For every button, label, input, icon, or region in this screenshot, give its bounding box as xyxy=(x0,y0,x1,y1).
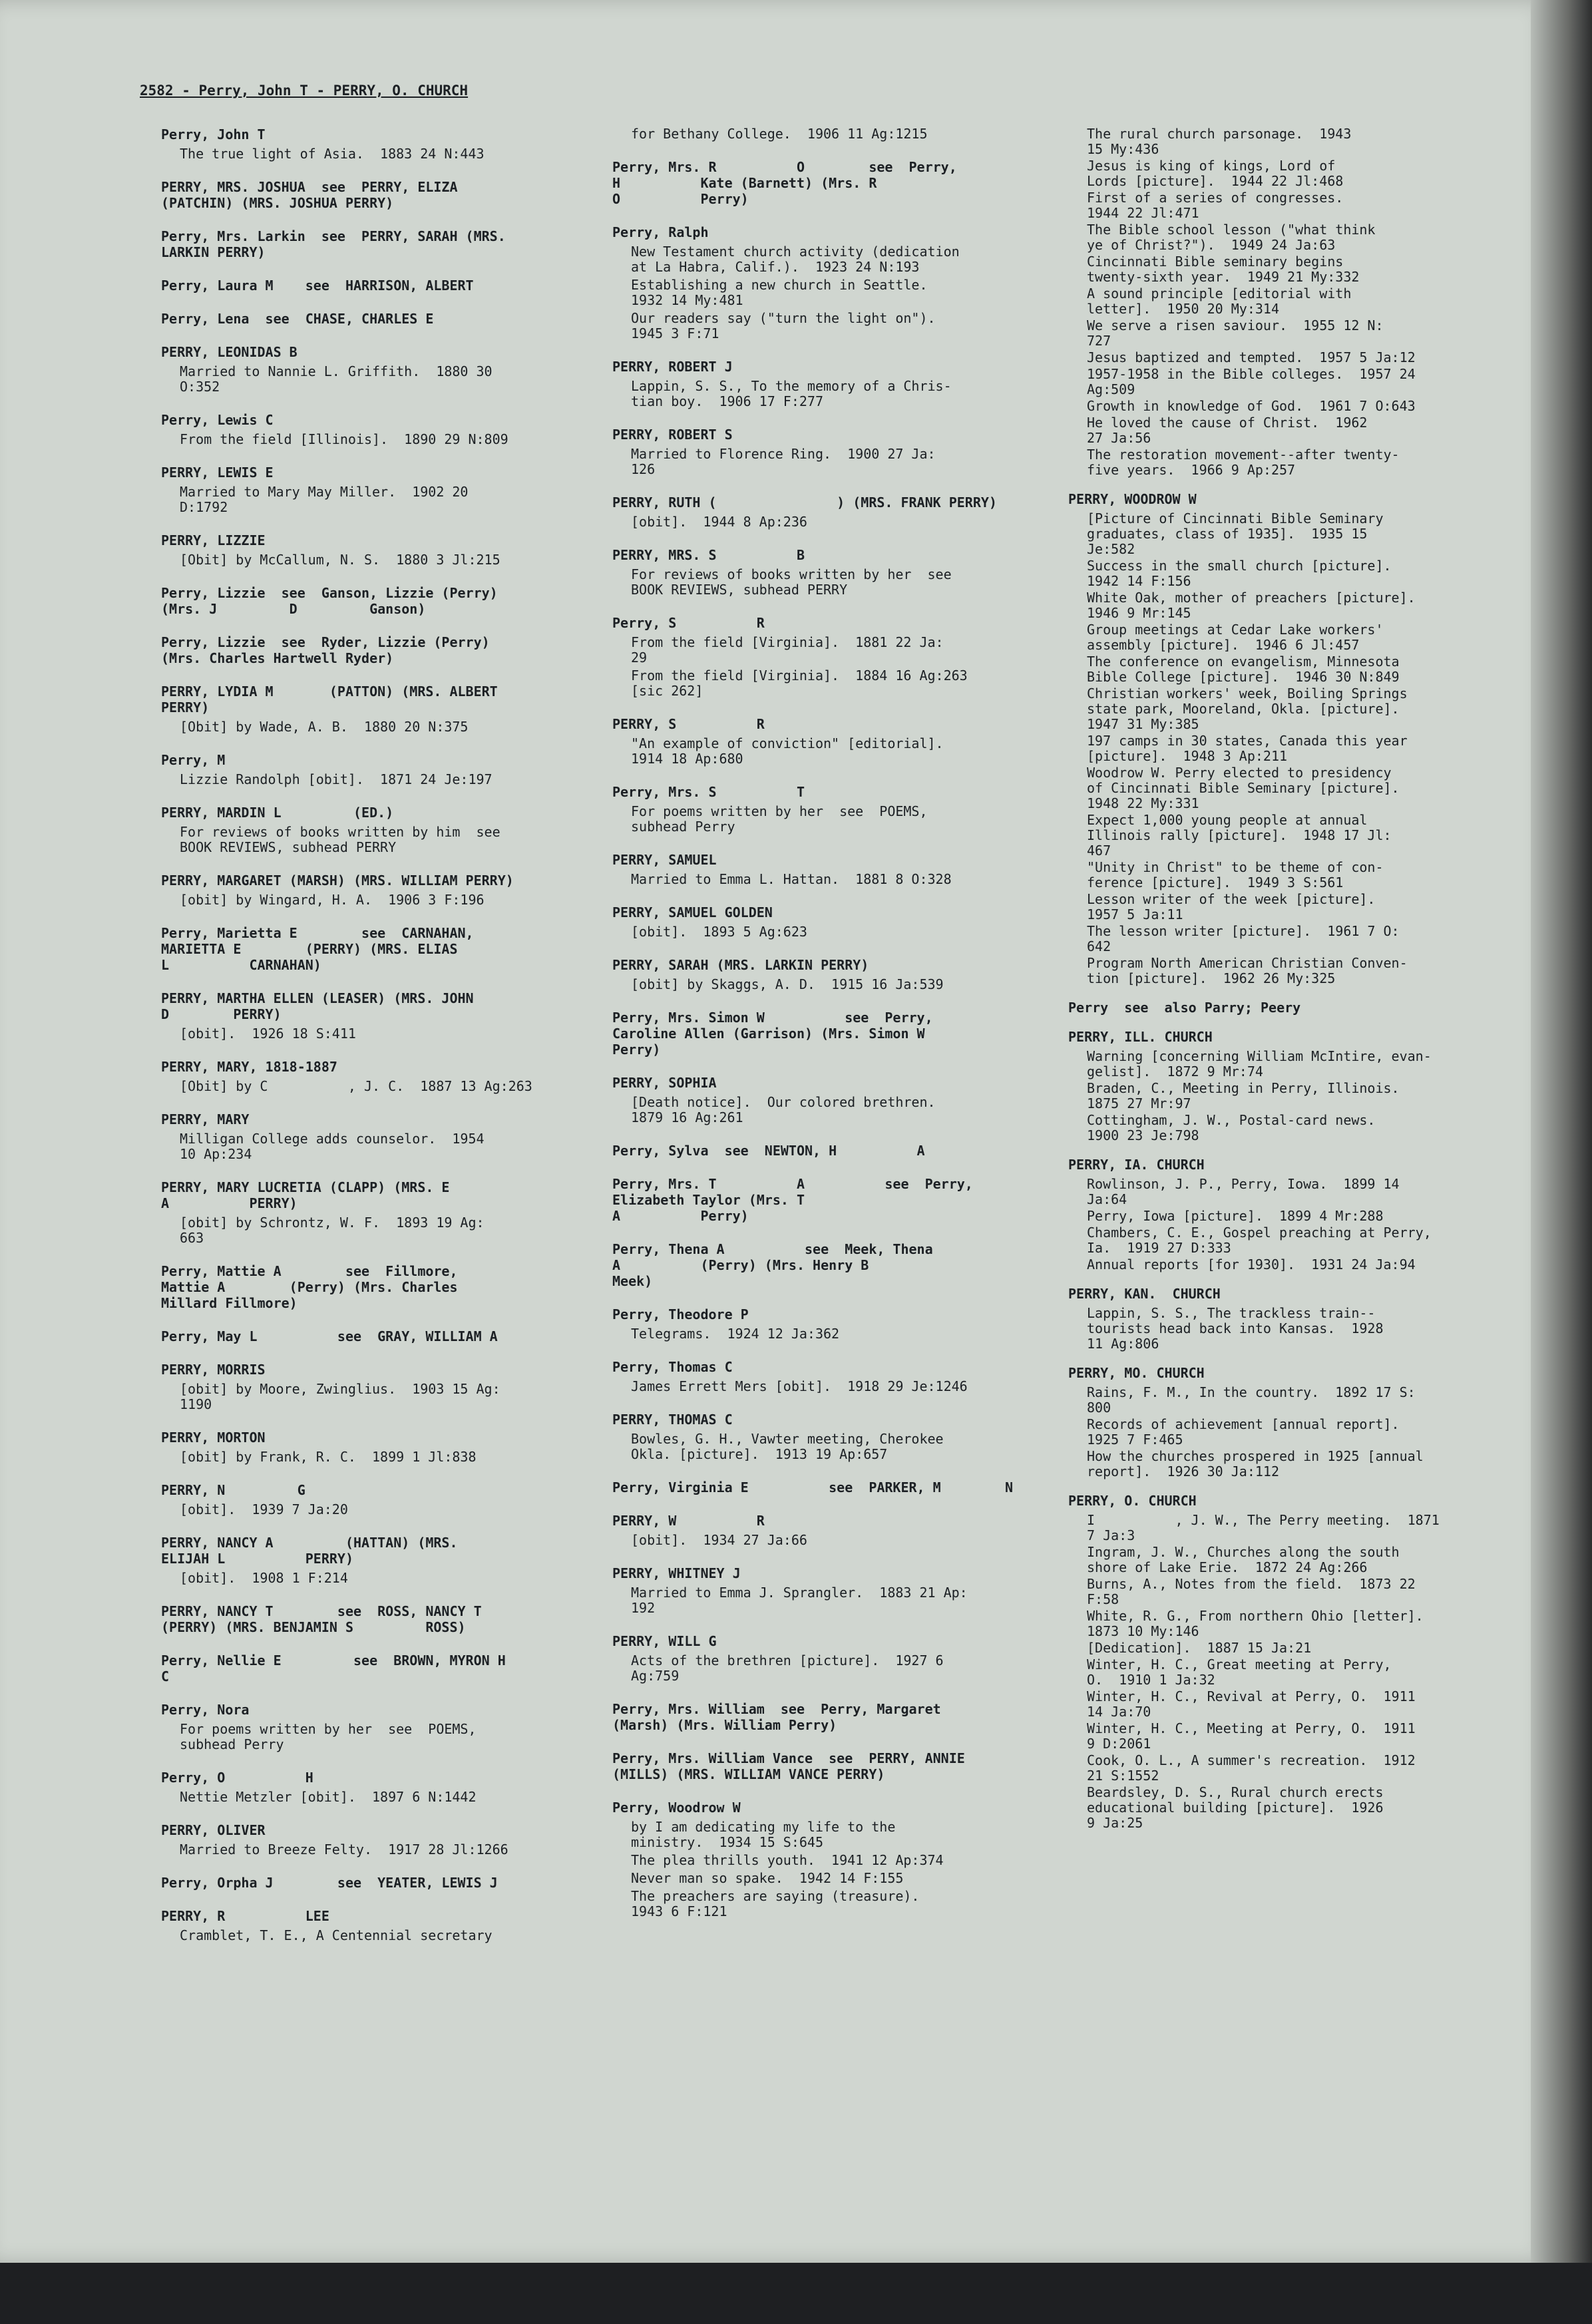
entry-heading: PERRY, LYDIA M (PATTON) (MRS. ALBERT PERRY) xyxy=(161,683,498,715)
entry-heading: PERRY, RUTH ( ) (MRS. FRANK PERRY) xyxy=(612,494,997,510)
index-entry xyxy=(612,1701,1038,1733)
index-entry xyxy=(161,1111,587,1162)
index-entry xyxy=(1068,1029,1521,1143)
entry-citation: Winter, H. C., Revival at Perry, O. 1911 14 Ja:70 xyxy=(1087,1688,1416,1720)
entry-heading: PERRY, SARAH (MRS. LARKIN PERRY) xyxy=(612,957,869,973)
entry-citation: Cottingham, J. W., Postal-card news. 1900 23 Je:798 xyxy=(1087,1112,1376,1143)
entry-citation: First of a series of congresses. 1944 22 Jl:471 xyxy=(1087,190,1344,221)
entry-citation: "An example of conviction" [editorial]. 1914 18 Ap:680 xyxy=(631,735,944,767)
index-entry xyxy=(612,1479,1038,1495)
index-entry xyxy=(1068,1365,1521,1479)
entry-citation: The lesson writer [picture]. 1961 7 O: 642 xyxy=(1087,923,1400,954)
entry-citation: Jesus baptized and tempted. 1957 5 Ja:12 xyxy=(1087,349,1416,365)
index-entry xyxy=(612,1306,1038,1342)
entry-heading: PERRY, LEONIDAS B xyxy=(161,344,298,360)
column-2 xyxy=(612,126,1038,1937)
index-entry xyxy=(612,1565,1038,1616)
entry-citation: Success in the small church [picture]. 1942 14 F:156 xyxy=(1087,558,1392,589)
entry-heading: Perry, Mrs. Larkin see PERRY, SARAH (MRS. LARKIN PERRY) xyxy=(161,228,506,260)
entry-heading: Perry, Nellie E see BROWN, MYRON H C xyxy=(161,1652,506,1684)
entry-citation: Married to Florence Ring. 1900 27 Ja: 126 xyxy=(631,446,936,477)
entry-citation: New Testament church activity (dedication at La Habra, Calif.). 1923 24 N:193 xyxy=(631,244,960,275)
entry-citation: Milligan College adds counselor. 1954 10 Ap:234 xyxy=(180,1131,485,1162)
entry-citation: [Picture of Cincinnati Bible Seminary graduates, class of 1935]. 1935 15 Je:582 xyxy=(1087,510,1384,557)
entry-heading: PERRY, WHITNEY J xyxy=(612,1565,741,1581)
entry-heading: Perry, S R xyxy=(612,615,765,631)
entry-heading: PERRY, IA. CHURCH xyxy=(1068,1157,1205,1173)
index-entry xyxy=(612,224,1038,341)
index-entry xyxy=(612,547,1038,598)
entry-citation: "Unity in Christ" to be theme of con- ference [picture]. 1949 3 S:561 xyxy=(1087,859,1384,890)
entry-heading: PERRY, MORRIS xyxy=(161,1362,266,1378)
entry-citation: Braden, C., Meeting in Perry, Illinois. 1875 27 Mr:97 xyxy=(1087,1080,1400,1111)
index-entry xyxy=(612,1412,1038,1462)
entry-heading: PERRY, S R xyxy=(612,716,765,732)
entry-citation: For poems written by her see POEMS, subhead Perry xyxy=(180,1721,477,1752)
entry-citation: Winter, H. C., Meeting at Perry, O. 1911 9 D:2061 xyxy=(1087,1720,1416,1752)
entry-citation: Cincinnati Bible seminary begins twenty-sixth year. 1949 21 My:332 xyxy=(1087,254,1360,285)
entry-citation: Burns, A., Notes from the field. 1873 22 F:58 xyxy=(1087,1576,1416,1607)
column-1 xyxy=(161,126,587,1961)
index-entry xyxy=(161,805,587,855)
entry-heading: Perry, Woodrow W xyxy=(612,1800,741,1816)
index-entry xyxy=(612,126,1038,142)
entry-citation: How the churches prospered in 1925 [annual report]. 1926 30 Ja:112 xyxy=(1087,1448,1424,1479)
entry-citation: For reviews of books written by him see BOOK REVIEWS, subhead PERRY xyxy=(180,824,500,855)
entry-heading: PERRY, MARY LUCRETIA (CLAPP) (MRS. E A PERRY) xyxy=(161,1179,450,1211)
index-entry xyxy=(161,465,587,515)
entry-citation: [Obit] by McCallum, N. S. 1880 3 Jl:215 xyxy=(180,552,500,568)
book-binding-edge xyxy=(1531,0,1592,2263)
entry-heading: Perry, Mrs. William Vance see PERRY, ANNIE (MILLS) (MRS. WILLIAM VANCE PERRY) xyxy=(612,1750,965,1782)
entry-heading: PERRY, SAMUEL GOLDEN xyxy=(612,904,773,920)
index-entry xyxy=(612,494,1038,530)
entry-heading: PERRY, ROBERT J xyxy=(612,359,733,375)
entry-citation: Married to Breeze Felty. 1917 28 Jl:1266 xyxy=(180,1841,508,1857)
index-entry xyxy=(161,1263,587,1311)
entry-heading: PERRY, ILL. CHURCH xyxy=(1068,1029,1213,1045)
entry-heading: PERRY, MARY xyxy=(161,1111,250,1127)
entry-citation: For reviews of books written by her see BOOK REVIEWS, subhead PERRY xyxy=(631,566,952,598)
index-entry xyxy=(161,1430,587,1465)
entry-heading: Perry, Mrs. Simon W see Perry, Caroline Allen (Garrison) (Mrs. Simon W Perry) xyxy=(612,1010,933,1058)
entry-citation: Lappin, S. S., The trackless train-- tourists head back into Kansas. 1928 11 Ag:806 xyxy=(1087,1305,1384,1352)
entry-citation: 197 camps in 30 states, Canada this year [picture]. 1948 3 Ap:211 xyxy=(1087,733,1408,764)
index-entry xyxy=(161,925,587,973)
entry-citation: Warning [concerning William McIntire, evan- gelist]. 1872 9 Mr:74 xyxy=(1087,1048,1432,1079)
entry-citation: Annual reports [for 1930]. 1931 24 Ja:94 xyxy=(1087,1257,1416,1272)
index-entry xyxy=(612,1075,1038,1125)
index-entry xyxy=(1068,126,1521,478)
entry-heading: Perry, Mrs. William see Perry, Margaret (Marsh) (Mrs. William Perry) xyxy=(612,1701,941,1733)
entry-citation: The Bible school lesson ("what think ye of Christ?"). 1949 24 Ja:63 xyxy=(1087,222,1376,253)
entry-citation: [Obit] by Wade, A. B. 1880 20 N:375 xyxy=(180,719,469,735)
entry-citation: [obit]. 1939 7 Ja:20 xyxy=(180,1501,348,1517)
entry-citation: From the field [Virginia]. 1884 16 Ag:263 [sic 262] xyxy=(631,668,968,699)
index-entry xyxy=(161,1875,587,1891)
entry-citation: The restoration movement--after twenty- five years. 1966 9 Ap:257 xyxy=(1087,447,1400,478)
index-entry xyxy=(161,1328,587,1344)
entry-heading: PERRY, MARDIN L (ED.) xyxy=(161,805,394,821)
entry-heading: Perry, John T xyxy=(161,126,266,142)
entry-citation: [obit]. 1893 5 Ag:623 xyxy=(631,924,807,940)
entry-heading: PERRY, NANCY T see ROSS, NANCY T (PERRY) (MRS. BENJAMIN S ROSS) xyxy=(161,1603,482,1635)
entry-citation: Lesson writer of the week [picture]. 1957 5 Ja:11 xyxy=(1087,891,1376,922)
index-entry xyxy=(1068,1157,1521,1272)
index-entry xyxy=(612,957,1038,992)
entry-citation: Telegrams. 1924 12 Ja:362 xyxy=(631,1326,840,1342)
entry-heading: PERRY, NANCY A (HATTAN) (MRS. ELIJAH L PERRY) xyxy=(161,1535,458,1567)
entry-citation: Our readers say ("turn the light on"). 1945 3 F:71 xyxy=(631,310,936,341)
entry-heading: PERRY, KAN. CHURCH xyxy=(1068,1286,1221,1302)
index-entry xyxy=(612,904,1038,940)
entry-heading: Perry, O H xyxy=(161,1770,313,1786)
entry-heading: PERRY, MRS. JOSHUA see PERRY, ELIZA (PATCHIN) (MRS. JOSHUA PERRY) xyxy=(161,179,458,211)
index-entry xyxy=(161,278,587,293)
index-entry xyxy=(161,126,587,162)
entry-heading: PERRY, W R xyxy=(612,1513,765,1529)
index-entry xyxy=(161,1535,587,1586)
entry-heading: Perry, Marietta E see CARNAHAN, MARIETTA E (PERRY) (MRS. ELIAS L CARNAHAN) xyxy=(161,925,474,973)
entry-heading: PERRY, O. CHURCH xyxy=(1068,1493,1197,1509)
index-entry xyxy=(161,990,587,1042)
entry-heading: Perry, Sylva see NEWTON, H A xyxy=(612,1143,925,1159)
entry-citation: Cook, O. L., A summer's recreation. 1912 21 S:1552 xyxy=(1087,1752,1416,1784)
entry-citation: Group meetings at Cedar Lake workers' assembly [picture]. 1946 6 Jl:457 xyxy=(1087,622,1384,653)
entry-heading: PERRY, MORTON xyxy=(161,1430,266,1446)
index-entry xyxy=(161,344,587,395)
entry-citation: White, R. G., From northern Ohio [letter]. 1873 10 My:146 xyxy=(1087,1608,1424,1639)
entry-citation: I , J. W., The Perry meeting. 1871 7 Ja:3 xyxy=(1087,1512,1440,1543)
index-entry xyxy=(612,1241,1038,1289)
entry-citation: We serve a risen saviour. 1955 12 N: 727 xyxy=(1087,317,1384,349)
entry-citation: Married to Nannie L. Griffith. 1880 30 O:352 xyxy=(180,363,493,395)
entry-heading: PERRY, OLIVER xyxy=(161,1822,266,1838)
index-entry xyxy=(612,716,1038,767)
column-3 xyxy=(1068,126,1521,1844)
entry-citation: Establishing a new church in Seattle. 1932 14 My:481 xyxy=(631,277,928,308)
entry-citation: Christian workers' week, Boiling Springs state park, Mooreland, Okla. [picture]. 1947 31 My:385 xyxy=(1087,685,1408,732)
index-entry xyxy=(612,427,1038,477)
entry-citation: Ingram, J. W., Churches along the south shore of Lake Erie. 1872 24 Ag:266 xyxy=(1087,1544,1400,1575)
entry-heading: Perry, Laura M see HARRISON, ALBERT xyxy=(161,278,474,293)
entry-heading: Perry, Ralph xyxy=(612,224,709,240)
entry-heading: PERRY, R LEE xyxy=(161,1908,329,1924)
index-entry xyxy=(161,311,587,327)
entry-citation: [obit]. 1926 18 S:411 xyxy=(180,1026,356,1042)
entry-heading: Perry, Theodore P xyxy=(612,1306,749,1322)
entry-citation: [obit]. 1908 1 F:214 xyxy=(180,1570,348,1586)
entry-heading: Perry, Lena see CHASE, CHARLES E xyxy=(161,311,434,327)
index-entry xyxy=(612,1750,1038,1782)
entry-heading: Perry see also Parry; Peery xyxy=(1068,1000,1301,1016)
entry-heading: PERRY, ROBERT S xyxy=(612,427,733,443)
entry-citation: A sound principle [editorial with letter]. 1950 20 My:314 xyxy=(1087,286,1352,317)
index-entry xyxy=(612,784,1038,835)
entry-heading: Perry, Orpha J see YEATER, LEWIS J xyxy=(161,1875,498,1891)
index-entry xyxy=(161,683,587,735)
index-entry xyxy=(161,179,587,211)
entry-heading: PERRY, LIZZIE xyxy=(161,532,266,548)
entry-citation: [Dedication]. 1887 15 Ja:21 xyxy=(1087,1640,1312,1656)
entry-heading: Perry, Thomas C xyxy=(612,1359,733,1375)
entry-citation: Records of achievement [annual report]. 1925 7 F:465 xyxy=(1087,1416,1400,1448)
entry-citation: Beardsley, D. S., Rural church erects educational building [picture]. 1926 9 Ja:25 xyxy=(1087,1784,1384,1831)
entry-citation: [Obit] by C , J. C. 1887 13 Ag:263 xyxy=(180,1078,532,1094)
entry-heading: Perry, M xyxy=(161,752,226,768)
index-entry xyxy=(161,585,587,617)
entry-citation: [obit] by Wingard, H. A. 1906 3 F:196 xyxy=(180,892,485,908)
entry-heading: PERRY, THOMAS C xyxy=(612,1412,733,1428)
entry-heading: Perry, Lewis C xyxy=(161,412,274,428)
entry-citation: [obit] by Schrontz, W. F. 1893 19 Ag: 663 xyxy=(180,1215,485,1246)
entry-heading: Perry, Mrs. R O see Perry, H Kate (Barnett) (Mrs. R O Perry) xyxy=(612,159,957,207)
index-entry xyxy=(161,634,587,666)
entry-citation: [obit] by Skaggs, A. D. 1915 16 Ja:539 xyxy=(631,976,944,992)
entry-citation: Winter, H. C., Great meeting at Perry, O. 1910 1 Ja:32 xyxy=(1087,1656,1392,1688)
entry-citation: The rural church parsonage. 1943 15 My:436 xyxy=(1087,126,1352,157)
entry-citation: Rowlinson, J. P., Perry, Iowa. 1899 14 Ja:64 xyxy=(1087,1176,1400,1207)
index-entry xyxy=(612,159,1038,207)
page-header: 2582 - Perry, John T - PERRY, O. CHURCH xyxy=(140,83,469,98)
entry-citation: Program North American Christian Conven- tion [picture]. 1962 26 My:325 xyxy=(1087,955,1408,986)
entry-heading: PERRY, MARTHA ELLEN (LEASER) (MRS. JOHN D PERRY) xyxy=(161,990,474,1022)
index-entry xyxy=(161,1482,587,1517)
entry-heading: Perry, Nora xyxy=(161,1702,250,1718)
entry-heading: PERRY, MARGARET (MARSH) (MRS. WILLIAM PERRY) xyxy=(161,872,514,888)
entry-citation: From the field [Illinois]. 1890 29 N:809 xyxy=(180,431,508,447)
entry-heading: Perry, Virginia E see PARKER, M N xyxy=(612,1479,1014,1495)
entry-citation: for Bethany College. 1906 11 Ag:1215 xyxy=(631,126,928,142)
entry-heading: Perry, Lizzie see Ryder, Lizzie (Perry) (Mrs. Charles Hartwell Ryder) xyxy=(161,634,490,666)
index-entry xyxy=(612,1143,1038,1159)
entry-citation: Married to Emma J. Sprangler. 1883 21 Ap: 192 xyxy=(631,1585,968,1616)
index-entry xyxy=(612,359,1038,409)
entry-citation: Expect 1,000 young people at annual Illinois rally [picture]. 1948 17 Jl: 467 xyxy=(1087,812,1392,859)
entry-citation: Bowles, G. H., Vawter meeting, Cherokee Okla. [picture]. 1913 19 Ap:657 xyxy=(631,1431,944,1462)
index-entry xyxy=(161,1059,587,1094)
entry-citation: Jesus is king of kings, Lord of Lords [picture]. 1944 22 Jl:468 xyxy=(1087,158,1344,189)
entry-citation: The conference on evangelism, Minnesota Bible College [picture]. 1946 30 N:849 xyxy=(1087,654,1400,685)
index-entry xyxy=(612,1010,1038,1058)
entry-citation: Cramblet, T. E., A Centennial secretary xyxy=(180,1927,493,1943)
entry-citation: The plea thrills youth. 1941 12 Ap:374 xyxy=(631,1852,944,1868)
entry-citation: Lizzie Randolph [obit]. 1871 24 Je:197 xyxy=(180,771,493,787)
entry-citation: Married to Mary May Miller. 1902 20 D:1792 xyxy=(180,484,469,515)
entry-citation: White Oak, mother of preachers [picture]. 1946 9 Mr:145 xyxy=(1087,590,1416,621)
index-entry xyxy=(612,1513,1038,1548)
entry-citation: Perry, Iowa [picture]. 1899 4 Mr:288 xyxy=(1087,1208,1384,1224)
index-entry xyxy=(161,532,587,568)
index-entry xyxy=(612,1633,1038,1684)
entry-citation: [obit]. 1934 27 Ja:66 xyxy=(631,1532,807,1548)
index-entry xyxy=(612,1359,1038,1394)
index-entry xyxy=(161,412,587,447)
entry-heading: PERRY, MRS. S B xyxy=(612,547,805,563)
index-entry xyxy=(1068,1493,1521,1831)
entry-heading: Perry, Lizzie see Ganson, Lizzie (Perry) (Mrs. J D Ganson) xyxy=(161,585,498,617)
index-entry xyxy=(612,615,1038,699)
index-entry xyxy=(1068,491,1521,986)
index-entry xyxy=(1068,1286,1521,1352)
entry-heading: PERRY, MARY, 1818-1887 xyxy=(161,1059,337,1075)
entry-citation: James Errett Mers [obit]. 1918 29 Je:1246 xyxy=(631,1378,968,1394)
entry-heading: Perry, Mattie A see Fillmore, Mattie A (Perry) (Mrs. Charles Millard Fillmore) xyxy=(161,1263,458,1311)
entry-citation: Rains, F. M., In the country. 1892 17 S: 800 xyxy=(1087,1384,1416,1416)
entry-citation: Growth in knowledge of God. 1961 7 O:643 xyxy=(1087,398,1416,414)
entry-heading: PERRY, WILL G xyxy=(612,1633,717,1649)
entry-citation: Woodrow W. Perry elected to presidency of Cincinnati Bible Seminary [picture]. 1948 22 My:331 xyxy=(1087,765,1400,811)
entry-citation: Nettie Metzler [obit]. 1897 6 N:1442 xyxy=(180,1789,477,1805)
index-entry xyxy=(161,1702,587,1752)
entry-heading: PERRY, SOPHIA xyxy=(612,1075,717,1091)
entry-heading: PERRY, SAMUEL xyxy=(612,852,717,868)
entry-citation: 1957-1958 in the Bible colleges. 1957 24 Ag:509 xyxy=(1087,366,1416,397)
index-entry xyxy=(161,872,587,908)
entry-heading: Perry, Thena A see Meek, Thena A (Perry) (Mrs. Henry B Meek) xyxy=(612,1241,933,1289)
entry-citation: by I am dedicating my life to the ministry. 1934 15 S:645 xyxy=(631,1819,896,1850)
entry-citation: Lappin, S. S., To the memory of a Chris- tian boy. 1906 17 F:277 xyxy=(631,378,952,409)
entry-citation: Acts of the brethren [picture]. 1927 6 Ag:759 xyxy=(631,1652,944,1684)
entry-heading: Perry, May L see GRAY, WILLIAM A xyxy=(161,1328,498,1344)
entry-citation: Married to Emma L. Hattan. 1881 8 O:328 xyxy=(631,871,952,887)
entry-heading: Perry, Mrs. S T xyxy=(612,784,805,800)
entry-citation: The preachers are saying (treasure). 1943 6 F:121 xyxy=(631,1888,920,1919)
index-entry xyxy=(1068,1000,1521,1016)
entry-heading: PERRY, WOODROW W xyxy=(1068,491,1197,507)
index-entry xyxy=(161,1822,587,1857)
entry-citation: [Death notice]. Our colored brethren. 1879 16 Ag:261 xyxy=(631,1094,936,1125)
entry-citation: [obit] by Moore, Zwinglius. 1903 15 Ag: 1190 xyxy=(180,1381,500,1412)
index-entry xyxy=(161,1770,587,1805)
entry-citation: From the field [Virginia]. 1881 22 Ja: 29 xyxy=(631,634,944,666)
entry-citation: Never man so spake. 1942 14 F:155 xyxy=(631,1870,904,1886)
entry-citation: The true light of Asia. 1883 24 N:443 xyxy=(180,146,485,162)
index-entry xyxy=(612,852,1038,887)
entry-citation: [obit] by Frank, R. C. 1899 1 Jl:838 xyxy=(180,1449,477,1465)
index-entry xyxy=(161,1652,587,1684)
entry-heading: PERRY, LEWIS E xyxy=(161,465,274,481)
entry-citation: He loved the cause of Christ. 1962 27 Ja:56 xyxy=(1087,415,1368,446)
index-entry xyxy=(161,1908,587,1943)
index-entry xyxy=(161,228,587,260)
entry-heading: Perry, Mrs. T A see Perry, Elizabeth Taylor (Mrs. T A Perry) xyxy=(612,1176,973,1224)
entry-heading: PERRY, N G xyxy=(161,1482,305,1498)
index-entry xyxy=(161,1179,587,1246)
index-entry xyxy=(161,1603,587,1635)
index-entry xyxy=(612,1800,1038,1919)
entry-heading: PERRY, MO. CHURCH xyxy=(1068,1365,1205,1381)
index-entry xyxy=(612,1176,1038,1224)
entry-citation: Chambers, C. E., Gospel preaching at Perry, Ia. 1919 27 D:333 xyxy=(1087,1225,1432,1256)
entry-citation: [obit]. 1944 8 Ap:236 xyxy=(631,514,807,530)
index-entry xyxy=(161,752,587,787)
index-entry xyxy=(161,1362,587,1412)
entry-citation: For poems written by her see POEMS, subhead Perry xyxy=(631,803,928,835)
